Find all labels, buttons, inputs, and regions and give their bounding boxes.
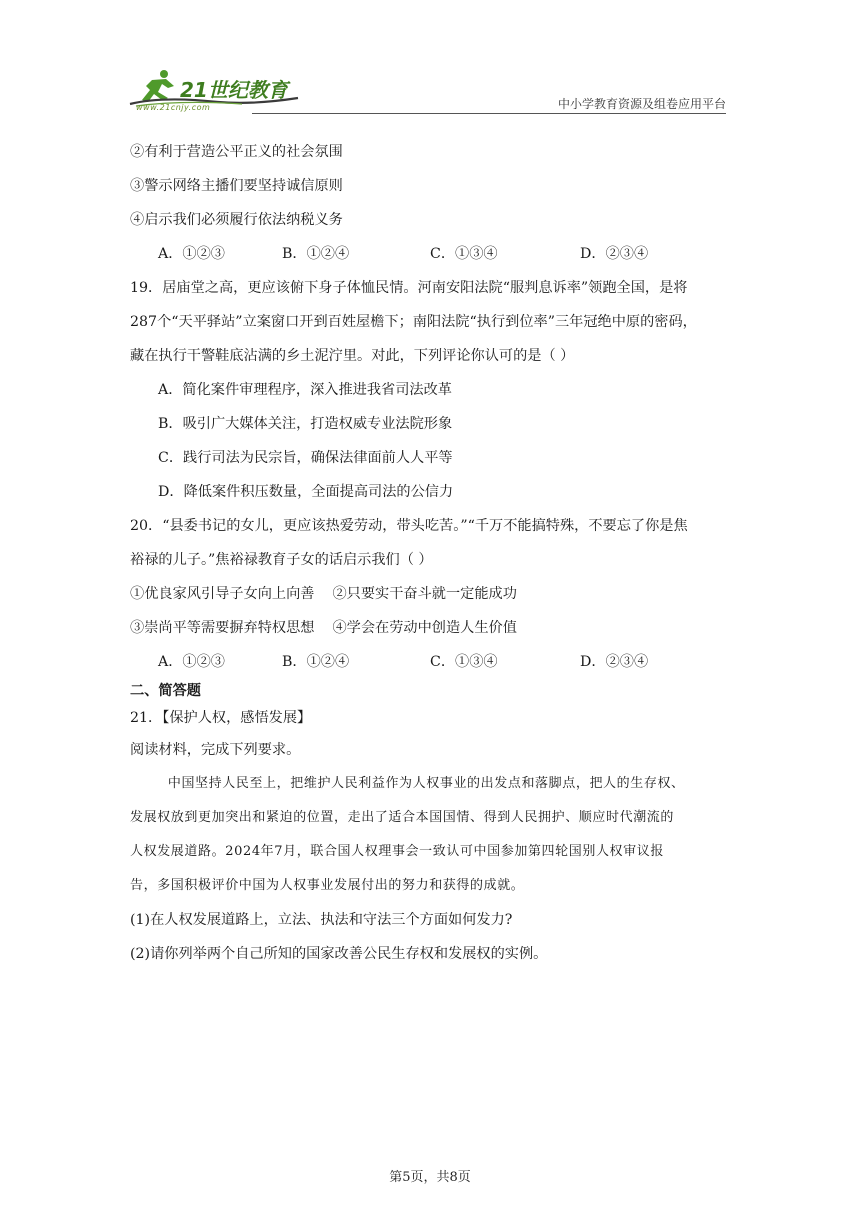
q19-line-3: 藏在执行干警鞋底沾满的乡土泥泞里。对此，下列评论你认可的是（ ） [130,348,575,364]
q20-items-row-2: ③崇尚平等需要摒弃特权思想 ④学会在劳动中创造人生价值 [130,620,517,636]
section-title-short-answer: 二、简答题 [130,683,201,699]
page-number: 第5页，共8页 [389,1170,471,1185]
q21-material-line-4: 告，多国积极评价中国为人权事业发展付出的努力和获得的成就。 [130,878,525,893]
q20-option-c: C．①③④ [430,654,498,670]
q20-option-d: D．②③④ [580,654,649,670]
q21-material-line-2: 发展权放到更加突出和紧迫的位置，走出了适合本国国情、得到人民拥护、顺应时代潮流的 [130,810,675,825]
q21-material-line-3: 人权发展道路。2024年7月，联合国人权理事会一致认可中国参加第四轮国别人权审议报 [130,844,664,859]
page-header [122,62,726,114]
q18-option-d: D．②③④ [580,246,649,262]
q20-items-row-1: ①优良家风引导子女向上向善 ②只要实干奋斗就一定能成功 [130,586,517,602]
q19-option-b: B．吸引广大媒体关注，打造权威专业法院形象 [158,416,453,432]
q20-line-2: 裕禄的儿子。”焦裕禄教育子女的话启示我们（ ） [130,552,433,568]
q18-option-b: B．①②④ [282,246,350,262]
q19-option-c: C．践行司法为民宗旨，确保法律面前人人平等 [158,450,453,466]
q18-option-c: C．①③④ [430,246,498,262]
q18-item-2: ②有利于营造公平正义的社会氛围 [130,144,343,160]
svg-text:21世纪教育: 21世纪教育 [180,78,288,102]
q19-option-d: D．降低案件积压数量，全面提高司法的公信力 [158,484,454,500]
q21-title: 21．【保护人权，感悟发展】 [130,710,312,726]
q20-line-1: 20．“县委书记的女儿，更应该热爱劳动，带头吃苦。”“千万不能搞特殊，不要忘了你是焦 [130,518,688,534]
q18-item-3: ③警示网络主播们要坚持诚信原则 [130,178,343,194]
q21-sub-question-1: (1)在人权发展道路上，立法、执法和守法三个方面如何发力? [130,912,513,928]
q21-material-line-1: 中国坚持人民至上，把维护人民利益作为人权事业的出发点和落脚点，把人的生存权、 [130,776,685,791]
header-divider [252,113,726,114]
q20-option-a: A．①②③ [158,654,225,670]
platform-name: 中小学教育资源及组卷应用平台 [557,97,726,111]
q21-instruction: 阅读材料，完成下列要求。 [130,742,301,758]
q20-option-b: B．①②④ [282,654,350,670]
q19-line-1: 19．居庙堂之高，更应该俯下身子体恤民情。河南安阳法院“服判息诉率”领跑全国，是将 [130,280,688,296]
logo-url: www.21cnjy.com [136,103,211,112]
q18-item-4: ④启示我们必须履行依法纳税义务 [130,212,343,228]
q21-sub-question-2: (2)请你列举两个自己所知的国家改善公民生存权和发展权的实例。 [130,946,548,962]
q19-line-2: 287个“天平驿站”立案窗口开到百姓屋檐下；南阳法院“执行到位率”三年冠绝中原的密码， [130,314,697,330]
q19-option-a: A．简化案件审理程序，深入推进我省司法改革 [158,382,452,398]
q18-option-a: A．①②③ [158,246,225,262]
